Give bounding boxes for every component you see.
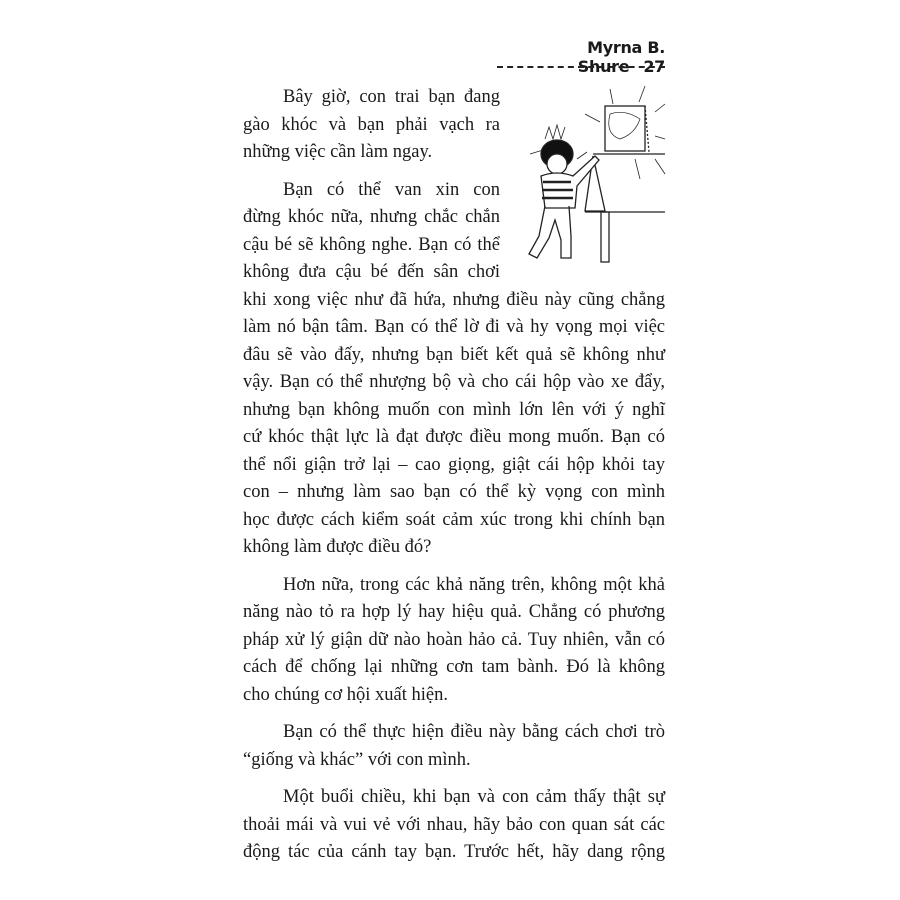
text-line: thể nổi giận trở lại – cao giọng, giật cái hộp khỏi tay xyxy=(243,454,665,475)
text-line: năng nào tỏ ra hợp lý hay hiệu quả. Chẳng có phương xyxy=(243,602,665,622)
text-line: đâu sẽ vào đấy, nhưng bạn biết kết quả sẽ không như xyxy=(243,344,665,365)
text-line: cậu bé sẽ không nghe. Bạn có thể xyxy=(243,234,500,255)
text-line: Bây giờ, con trai bạn đang xyxy=(283,87,500,107)
page-number: 27 xyxy=(643,57,665,76)
text-line: nhưng bạn không muốn con mình lớn lên với ý nghĩ xyxy=(243,399,665,420)
text-line: “giống và khác” với con mình. xyxy=(243,749,471,770)
running-header xyxy=(497,38,665,76)
text-line: không đưa cậu bé đến sân chơi xyxy=(243,262,500,282)
header-dashed-rule xyxy=(497,66,665,68)
text-line: Bạn có thể thực hiện điều này bằng cách chơi trò xyxy=(283,722,665,742)
text-line: gào khóc và bạn phải vạch ra xyxy=(243,114,500,135)
author-name: Myrna B. Shure xyxy=(577,38,665,76)
text-line: Hơn nữa, trong các khả năng trên, không một khả xyxy=(283,574,665,595)
text-line: cứ khóc thật lực là đạt được điều mong muốn. Bạn có xyxy=(243,427,665,447)
text-line: cách để chống lại những cơn tam bành. Đó là không xyxy=(243,657,665,677)
crying-boy-illustration xyxy=(515,84,670,269)
text-line: động tác của cánh tay bạn. Trước hết, hãy dang rộng xyxy=(243,842,665,862)
text-line: thoải mái và vui vẻ với nhau, hãy bảo con quan sát các xyxy=(243,814,665,835)
text-line: đừng khóc nữa, nhưng chắc chắn xyxy=(243,207,500,227)
text-line: cho chúng cơ hội xuất hiện. xyxy=(243,684,449,705)
text-line: học được cách kiểm soát cảm xúc trong khi chính bạn xyxy=(243,509,665,530)
text-line: con – nhưng làm sao bạn có thể kỳ vọng con mình xyxy=(243,482,665,502)
text-line: làm nó bận tâm. Bạn có thể lờ đi và hy vọng mọi việc xyxy=(243,317,665,337)
text-line: những việc cần làm ngay. xyxy=(243,142,433,162)
text-line: pháp xử lý giận dữ nào hoàn hảo cả. Tuy nhiên, vẫn có xyxy=(243,629,665,650)
text-line: vậy. Bạn có thể nhượng bộ và cho cái hộp vào xe đẩy, xyxy=(243,372,665,392)
text-line: Bạn có thể van xin con xyxy=(283,179,500,200)
text-line: Một buổi chiều, khi bạn và con cảm thấy thật sự xyxy=(283,787,665,807)
text-line: khi xong việc như đã hứa, nhưng điều này cũng chẳng xyxy=(243,289,665,310)
text-line: không làm được điều đó? xyxy=(243,537,432,557)
